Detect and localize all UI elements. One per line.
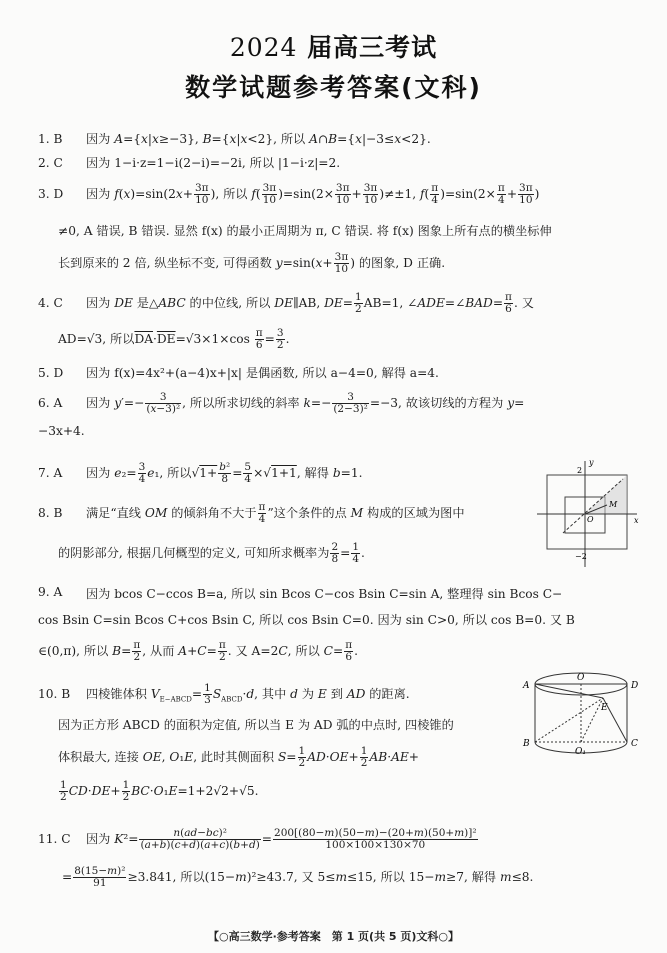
answer-number: 4. C bbox=[38, 296, 63, 310]
answer-4-line-1 bbox=[38, 292, 534, 315]
answer-3-line-3: 长到原来的 2 倍, 纵坐标不变, 可得函数 y=sin(x+ $\frac{3\pi}{10}$ ) 的图象, D 正确. bbox=[58, 251, 446, 275]
answer-text: 因为 K²= $\frac{\text{n(ad−bc)²}}{(a+b)(c+d)(a+c)(b+d)}$ = $\frac{\text{200[(80−m)(50−m)−(20+m)(50+m)]²}}{100\times 100\times 130\times 70}$ bbox=[86, 827, 477, 851]
svg-text:O: O bbox=[587, 515, 594, 524]
svg-text:x: x bbox=[634, 516, 639, 525]
svg-text:E: E bbox=[601, 703, 608, 713]
page-footer: 【○高三数学·参考答案 第 1 页(共 5 页)文科○】 bbox=[207, 930, 460, 943]
answer-2 bbox=[38, 154, 340, 171]
answer-9-line-1: 因为 bcos C−ccos B=a, 所以 sin Bcos C−cos Bsin C=sin A, 整理得 sin Bcos C− bbox=[86, 587, 563, 601]
svg-text:C: C bbox=[631, 739, 638, 749]
answer-number: 10. B bbox=[38, 687, 71, 701]
answer-3-line-2: ≠0, A 错误, B 错误. 显然 f(x) 的最小正周期为 π, C 错误. 将 f(x) 图象上所有点的横坐标伸 bbox=[58, 224, 552, 238]
answer-number: 11. C bbox=[38, 832, 71, 846]
answer-10-line-2: 因为正方形 ABCD 的面积为定值, 所以当 E 为 AD 弧的中点时, 四棱锥的 bbox=[58, 718, 454, 732]
answer-9-line-2: cos Bsin C=sin Bcos C+cos Bsin C, 所以 cos Bsin C=0. 因为 sin C>0, 所以 cos B=0. 又 B bbox=[38, 613, 575, 627]
answer-8-line-2: 的阴影部分, 根据几何概型的定义, 可知所求概率为 $\frac{2}{8}$ = $\frac{1}{4}$ . bbox=[58, 541, 365, 565]
answer-text: 因为 e₂= $\frac{3}{4}$ e₁, 所以√1+ $\frac{\text{b²}}{8}$ = $\frac{5}{4}$ ×√1+1, 解得 b=1. bbox=[86, 461, 363, 485]
figure-q10-cylinder bbox=[515, 670, 650, 760]
answer-6-line-1 bbox=[38, 392, 524, 415]
answer-text: 因为 y′=− $\frac{3}{\text{(x−3)²}}$ , 所以所求切线的斜率 k=− $\frac{3}{\text{(2−3)²}}$ =−3, 故该切线的方程为 y= bbox=[86, 391, 525, 415]
answer-3-line-1 bbox=[38, 183, 539, 206]
answer-text: 满足“直线 OM 的倾斜角不大于 $\frac{\pi}{4}$ ”这个条件的点 M 构成的区域为图中 bbox=[86, 501, 465, 525]
answer-text: 因为 1−i·z=1−i(2−i)=−2i, 所以 |1−i·z|=2. bbox=[86, 156, 341, 170]
answer-text: 因为 DE 是△ABC 的中位线, 所以 DE∥AB, DE= $\frac{1}{2}$ AB=1, ∠ADE=∠BAD= $\frac{\pi}{6}$ . 又 bbox=[86, 291, 534, 315]
answer-number: 6. A bbox=[38, 396, 63, 410]
answer-text: 四棱锥体积 $V_{E-ABCD}=$ $\frac{1}{3}$ $S_{ABCD}\cdot d$, 其中 d 为 E 到 AD 的距离. bbox=[86, 682, 410, 706]
svg-text:D: D bbox=[631, 681, 639, 691]
answer-5 bbox=[38, 364, 439, 381]
answer-text: 因为 A={x|x≥−3}, B={x|x<2}, 所以 A∩B={x|−3≤x<2}. bbox=[86, 132, 431, 146]
answer-10-line-4: $\frac{1}{2}$ CD·DE+ $\frac{1}{2}$ BC·O₁E=1+2√2+√5. bbox=[60, 779, 259, 803]
answer-number: 9. A bbox=[38, 585, 63, 599]
answer-6-line-2: −3x+4. bbox=[38, 424, 85, 438]
figure-q8-coordinate-square bbox=[533, 455, 643, 570]
answer-9-number bbox=[38, 585, 86, 599]
answer-9-line-3: ∈(0,π), 所以 B= $\frac{\pi}{2}$ , 从而 A+C= $\frac{\pi}{2}$ . 又 A=2C, 所以 C= $\frac{\pi}{6}$ . bbox=[38, 639, 358, 663]
answer-number: 8. B bbox=[38, 506, 63, 520]
answer-11-line-1 bbox=[38, 828, 479, 851]
svg-text:M: M bbox=[609, 500, 618, 509]
answer-7 bbox=[38, 462, 362, 485]
document-title bbox=[0, 28, 667, 64]
title-year: 2024 bbox=[229, 33, 298, 62]
svg-text:2: 2 bbox=[577, 466, 583, 475]
answer-number: 7. A bbox=[38, 466, 63, 480]
svg-text:−2: −2 bbox=[575, 552, 587, 561]
answer-number: 2. C bbox=[38, 156, 63, 170]
answer-10-line-1 bbox=[38, 683, 410, 706]
answer-number: 1. B bbox=[38, 132, 63, 146]
answer-8-line-1 bbox=[38, 502, 465, 525]
answer-number: 3. D bbox=[38, 187, 64, 201]
svg-text:B: B bbox=[523, 739, 530, 749]
answer-number: 5. D bbox=[38, 366, 64, 380]
answer-4-line-2: AD=√3, 所以$\overline{DA}\cdot\overline{DE}=√3\times 1\times\cos$ $\frac{\pi}{6}$ = $\frac{3}{2}$ . bbox=[58, 327, 290, 351]
answer-1 bbox=[38, 130, 431, 147]
answer-text: 因为 f(x)=sin(2x+ $\frac{3\pi}{10}$ ), 所以 f( $\frac{3\pi}{10}$ )=sin(2× $\frac{3\pi}{10}$ + $\frac{3\pi}{10}$ )≠±1, f( $\frac{\pi}{4}$ )=sin(2× $\frac{\pi}{4}$ + $\frac{3\pi}{10}$ ) bbox=[86, 182, 540, 206]
svg-text:A: A bbox=[523, 681, 530, 691]
svg-text:O: O bbox=[577, 673, 585, 683]
document-subtitle: 数学试题参考答案(文科) bbox=[185, 73, 482, 102]
answer-11-line-2: = $\frac{\text{8(15−m)²}}{91}$ ≥3.841, 所以(15−m)²≥43.7, 又 5≤m≤15, 所以 15−m≥7, 解得 m≤8. bbox=[62, 865, 534, 889]
svg-text:O₁: O₁ bbox=[575, 747, 586, 757]
title-exam: 届高三考试 bbox=[307, 33, 438, 62]
answer-text: 因为 f(x)=4x²+(a−4)x+|x| 是偶函数, 所以 a−4=0, 解得 a=4. bbox=[86, 366, 439, 380]
svg-text:y: y bbox=[589, 458, 594, 467]
answer-10-line-3: 体积最大, 连接 OE, O₁E, 此时其侧面积 S= $\frac{1}{2}$ AD·OE+ $\frac{1}{2}$ AB·AE+ bbox=[58, 745, 420, 769]
